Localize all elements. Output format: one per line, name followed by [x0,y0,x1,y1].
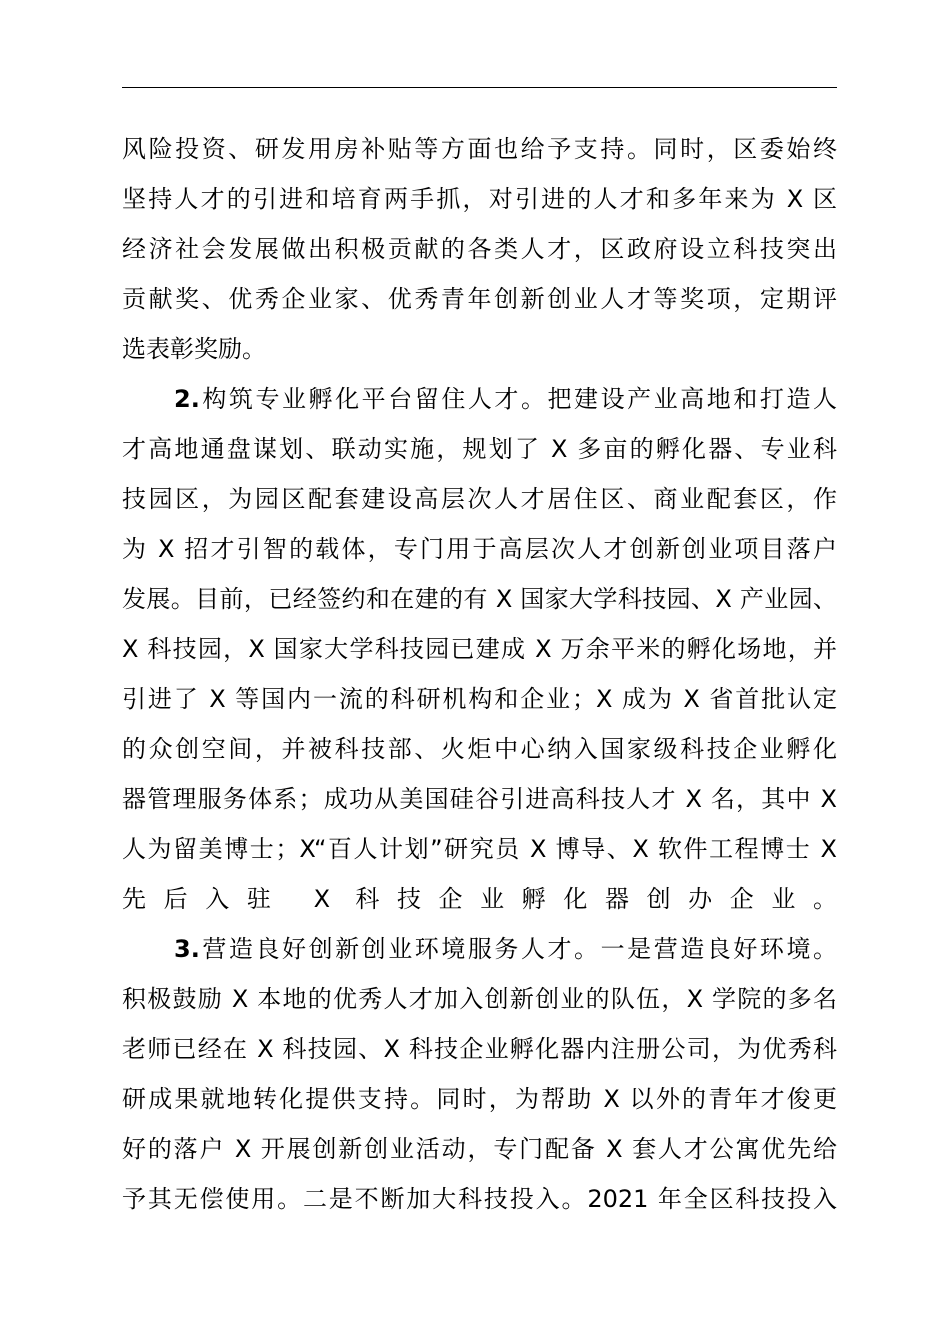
header-rule [122,87,837,88]
text-line: 引进了 X 等国内一流的科研机构和企业；X 成为 X 省首批认定 [122,685,837,713]
text-line: 先后入驻 X 科技企业孵化器创办企业。 [122,885,837,913]
text-line: 技园区，为园区配套建设高层次人才居住区、商业配套区，作 [122,485,837,513]
text-line: 发展。目前，已经签约和在建的有 X 国家大学科技园、X 产业园、 [122,585,837,613]
text-line: X 科技园，X 国家大学科技园已建成 X 万余平米的孵化场地，并 [122,635,837,663]
text-line: 贡献奖、优秀企业家、优秀青年创新创业人才等奖项，定期评 [122,285,837,313]
section-number: 2. [174,385,200,413]
text-line: 积极鼓励 X 本地的优秀人才加入创新创业的队伍，X 学院的多名 [122,985,837,1013]
text-line: 予其无偿使用。二是不断加大科技投入。2021 年全区科技投入 [122,1185,837,1213]
text-line: 为 X 招才引智的载体，专门用于高层次人才创新创业项目落户 [122,535,837,563]
section-heading-line [174,933,837,965]
text-line: 研成果就地转化提供支持。同时，为帮助 X 以外的青年才俊更 [122,1085,837,1113]
text-line: 才高地通盘谋划、联动实施，规划了 X 多亩的孵化器、专业科 [122,435,837,463]
text-line: 选表彰奖励。 [122,335,266,363]
text-line: 风险投资、研发用房补贴等方面也给予支持。同时，区委始终 [122,135,837,163]
text-line: 好的落户 X 开展创新创业活动，专门配备 X 套人才公寓优先给 [122,1135,837,1163]
section-heading-text: 营造良好创新创业环境服务人才。一是营造良好环境。 [199,935,837,963]
text-line: 老师已经在 X 科技园、X 科技企业孵化器内注册公司，为优秀科 [122,1035,837,1063]
text-line: 的众创空间，并被科技部、火炬中心纳入国家级科技企业孵化 [122,735,837,763]
text-line: 器管理服务体系；成功从美国硅谷引进高科技人才 X 名，其中 X [122,785,837,813]
text-line: 经济社会发展做出积极贡献的各类人才，区政府设立科技突出 [122,235,837,263]
section-number: 3. [174,935,200,963]
section-heading-text: 构筑专业孵化平台留住人才。把建设产业高地和打造人 [199,385,837,413]
section-heading-line [174,383,837,415]
text-line: 坚持人才的引进和培育两手抓，对引进的人才和多年来为 X 区 [122,185,837,213]
text-line: 人为留美博士；X“百人计划”研究员 X 博导、X 软件工程博士 X [122,835,837,863]
